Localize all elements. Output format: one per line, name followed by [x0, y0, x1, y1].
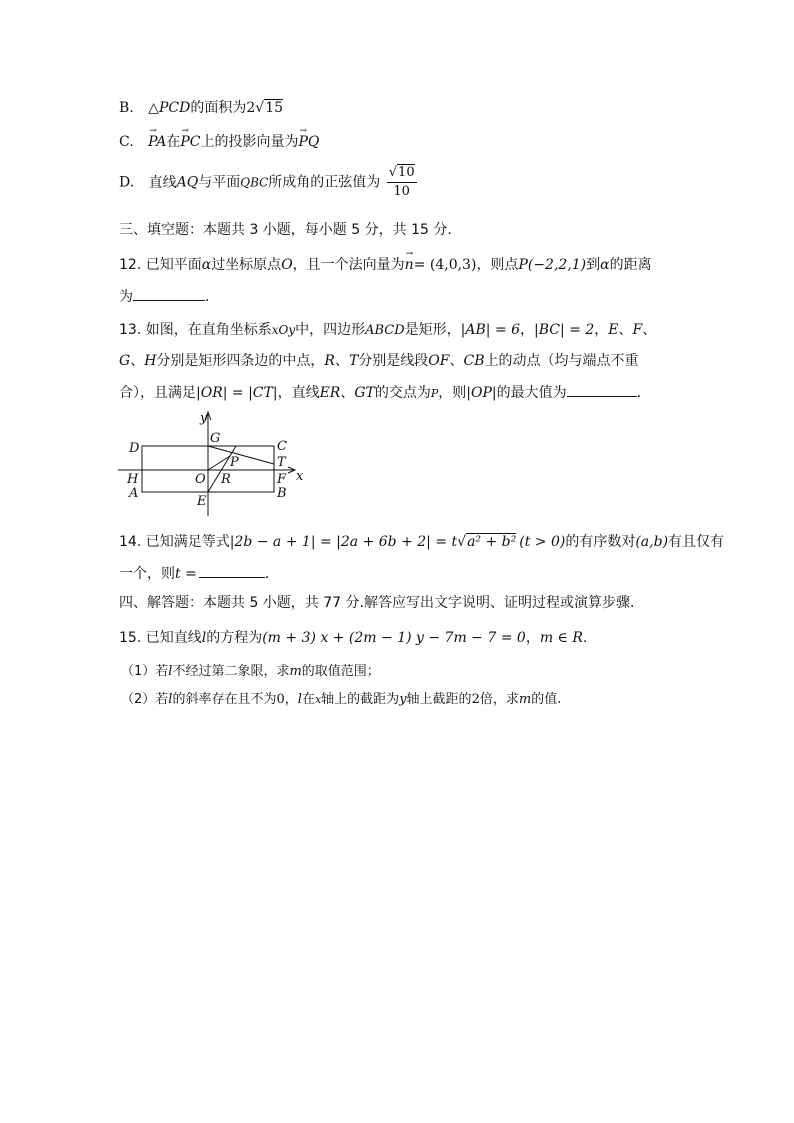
label-h: H [127, 472, 139, 487]
q-text: . [582, 630, 588, 646]
question-12-line-2 [119, 286, 209, 307]
q-text: 的取值范围； [301, 664, 380, 679]
label-c: C [277, 439, 287, 454]
condition: |OR| = |CT| [196, 385, 278, 401]
q-text: . [264, 566, 270, 582]
question-14-line-1: 14. 已知满足等式|2b − a + 1| = |2a + 6b + 2| = t√a² + b² (t > 0)的有序数对(a,b)有且仅有 [119, 534, 725, 550]
question-15-part-1 [121, 662, 380, 682]
length-op: |OP| [466, 385, 497, 401]
q-text: 、 [449, 353, 464, 369]
answer-blank[interactable] [133, 286, 205, 301]
q-text: 在 [301, 692, 315, 707]
geometry-figure [118, 408, 313, 518]
q-text: 中，四边形 [295, 322, 366, 338]
segment-of: OF [428, 353, 450, 369]
option-text: 与平面 [198, 174, 241, 191]
length-bc: |BC| = 2 [534, 322, 595, 338]
label-o: O [195, 472, 206, 487]
q-text: 分别是矩形四条边的中点， [156, 353, 325, 369]
option-c [119, 132, 319, 152]
label-b: B [277, 486, 287, 501]
q-text: ，且一个法向量为 [292, 257, 405, 273]
q-text: ， [284, 692, 298, 707]
number-two: 2 [471, 692, 480, 707]
point-h: H [144, 353, 157, 369]
sine-fraction: $\frac{√10}{10}$ [388, 165, 415, 199]
variable-t: t = [175, 566, 197, 582]
line-l: l [168, 664, 173, 679]
segment-cb: CB [463, 353, 485, 369]
question-14-line-2 [119, 563, 269, 584]
question-15-part-2 [121, 690, 561, 710]
vector-pc: → PC [180, 132, 200, 152]
q-text: 上的动点（均与端点不重 [484, 353, 639, 369]
q-text: 轴上的截距为 [321, 692, 400, 707]
equation: |2b − a + 1| = |2a + 6b + 2| = t [229, 534, 458, 550]
q-text: 的方程为 [206, 630, 263, 646]
label-d: D [129, 441, 140, 456]
triangle-name: PCD [158, 100, 191, 116]
q-text: 过坐标原点 [211, 257, 282, 273]
q-text: 的有序数对 [565, 534, 636, 550]
q-text: ， [520, 322, 535, 338]
coefficient: 2 [246, 100, 256, 116]
q-text: 的最大值为 [496, 385, 567, 401]
q-text: 有且仅有 [668, 534, 725, 550]
variable-m: m [289, 664, 302, 679]
line-l: l [168, 692, 173, 707]
q-text: 的值. [531, 692, 562, 707]
label-g: G [210, 431, 221, 446]
q-text: 是矩形， [404, 322, 461, 338]
coord-system: xOy [271, 323, 296, 337]
variable-x: x [314, 693, 322, 706]
segment-op [208, 456, 230, 470]
variable-m: m [518, 692, 532, 707]
q-text: 的斜率存在且不为 [172, 692, 277, 707]
plane-alpha: α [201, 257, 212, 273]
label-p: P [230, 455, 239, 470]
q-text: 的交点为 [374, 385, 431, 401]
q-text: 、 [340, 385, 355, 401]
q-text: （1）若 [121, 664, 169, 679]
line-l: l [297, 692, 302, 707]
option-text: 直线 [148, 174, 177, 191]
label-r: R [221, 472, 231, 487]
normal-vector-n: → n [405, 255, 414, 275]
answer-blank[interactable] [567, 382, 637, 397]
q-text: . [636, 385, 642, 401]
option-text: 上的投影向量为 [200, 134, 299, 150]
answer-blank[interactable] [199, 563, 265, 578]
question-13-line-1 [119, 320, 656, 341]
question-12-line-1 [119, 255, 652, 275]
q-text: 12. 已知平面 [119, 257, 202, 273]
point-p: P(−2,2,1) [518, 257, 587, 273]
option-label: B. [119, 100, 134, 116]
vector-pq: → PQ [299, 132, 320, 152]
q-text: ，则点 [476, 257, 519, 273]
number-zero: 0 [276, 692, 285, 707]
label-e: E [197, 494, 207, 509]
domain-m: m ∈ R [539, 630, 583, 646]
point-p: P [430, 387, 439, 400]
option-text: 所成角的正弦值为 [268, 174, 381, 191]
fraction-numerator: 10 [398, 165, 415, 180]
plane-alpha: α [600, 257, 610, 273]
condition: (t > 0) [519, 534, 566, 550]
label-f: F [277, 472, 287, 487]
option-b: B. △PCD的面积为2√15 [119, 100, 284, 116]
option-text: 的面积为 [190, 100, 247, 116]
question-13-line-3 [119, 382, 641, 404]
q-text: 倍，求 [479, 692, 519, 707]
point-g: G [119, 353, 131, 369]
option-text: 在 [166, 134, 181, 150]
q-text: 为 [119, 289, 133, 305]
label-a: A [129, 486, 139, 501]
line-l: l [201, 630, 207, 646]
q-text: 、 [618, 322, 633, 338]
line-gt [208, 446, 274, 464]
option-label: D. [119, 174, 135, 191]
length-ab: |AB| = 6 [460, 322, 521, 338]
triangle-symbol: △ [148, 100, 159, 116]
option-label: C. [119, 134, 134, 150]
q-text: 13. 如图，在直角坐标系 [119, 322, 272, 338]
rect-abcd: ABCD [365, 323, 405, 338]
section-heading: 三、填空题：本题共 3 小题，每小题 5 分，共 15 分. [119, 222, 452, 238]
label-x: x [296, 469, 304, 484]
q-text: ， [525, 630, 540, 646]
normal-vector-value: = (4,0,3) [413, 257, 477, 273]
q-text: 分别是线段 [358, 353, 429, 369]
q-text: 15. 已知直线 [119, 630, 202, 646]
q-text: 不经过第二象限，求 [172, 664, 290, 679]
question-13-line-2 [119, 351, 639, 371]
q-text: ，直线 [277, 385, 320, 401]
line-gt: GT [354, 385, 375, 401]
q-text: 一个，则 [119, 566, 175, 582]
section-heading: 四、解答题：本题共 5 小题，共 77 分.解答应写出文字说明、证明过程或演算步骤. [119, 595, 635, 611]
fraction-denominator: 10 [393, 184, 410, 199]
q-text: 、 [334, 353, 349, 369]
point-e: E [608, 322, 619, 338]
q-text: 轴上截距的 [406, 692, 472, 707]
vector-pa: → PA [148, 132, 166, 152]
label-y: y [200, 411, 208, 426]
q-text: ， [594, 322, 609, 338]
option-d [119, 164, 417, 201]
q-text: 、 [642, 322, 657, 338]
point-t: T [348, 353, 359, 369]
radicand: a² + b² [467, 534, 517, 550]
q-text: 合），且满足 [119, 385, 196, 401]
ordered-pair: (a,b) [635, 534, 669, 550]
q-text: ，则 [438, 385, 467, 401]
point-f: F [632, 322, 643, 338]
origin-o: O [281, 257, 293, 273]
question-15-line-1 [119, 628, 587, 648]
line-equation: (m + 3) x + (2m − 1) y − 7m − 7 = 0 [262, 630, 526, 646]
line-aq: AQ [176, 174, 199, 191]
q-text: 的距离 [609, 257, 652, 273]
q-text: 、 [130, 353, 145, 369]
point-r: R [324, 353, 335, 369]
radicand: 15 [265, 100, 284, 116]
q-text: （2）若 [121, 692, 169, 707]
q-text: . [205, 289, 210, 305]
plane-qbc: QBC [240, 175, 269, 190]
variable-y: y [399, 692, 407, 707]
q-text: 到 [586, 257, 601, 273]
label-t: T [277, 455, 286, 470]
line-er: ER [319, 385, 341, 401]
q-text: 14. 已知满足等式 [119, 534, 230, 550]
